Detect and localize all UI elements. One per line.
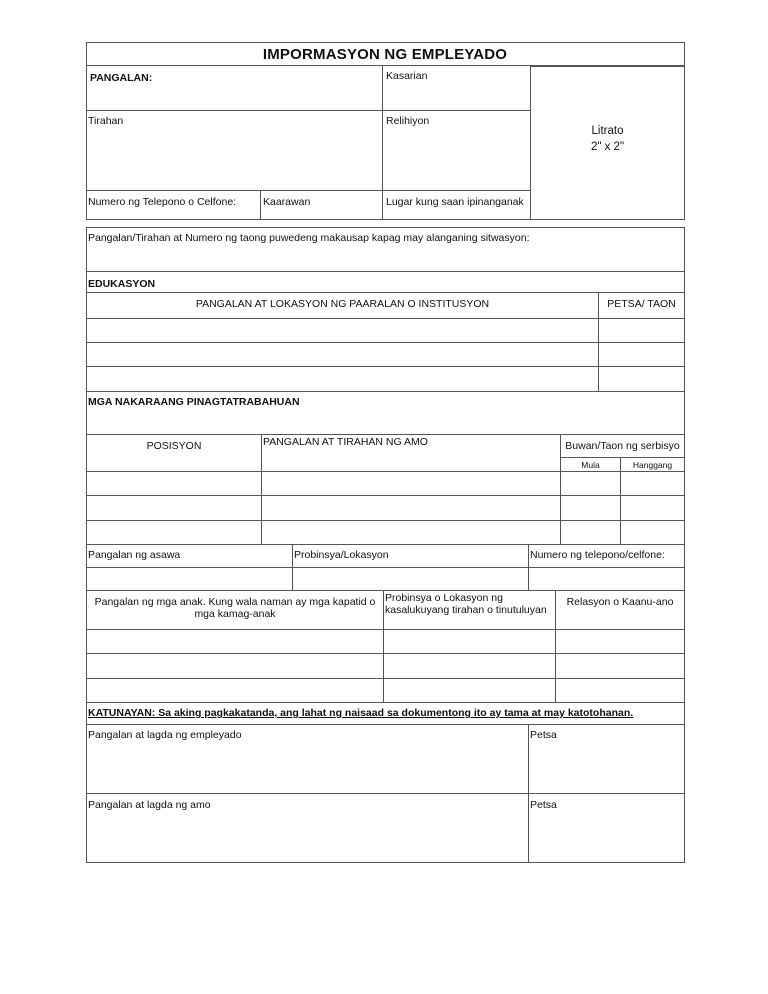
edukasyon-row-school[interactable] [86, 366, 599, 392]
amo-column-header: PANGALAN AT TIRAHAN NG AMO [263, 436, 428, 448]
kaarawan-label: Kaarawan [263, 196, 311, 208]
trabaho-row-amo[interactable] [261, 495, 561, 521]
empleyado-signature-label: Pangalan at lagda ng empleyado [88, 729, 242, 741]
anak-row-relasyon[interactable] [555, 629, 685, 654]
tirahan-field[interactable] [86, 110, 383, 191]
pangalan-label: PANGALAN: [90, 72, 153, 84]
anak-row-name[interactable] [86, 678, 384, 703]
trabaho-row-mula[interactable] [560, 520, 621, 545]
lugar-label: Lugar kung saan ipinanganak [386, 196, 524, 208]
trabaho-row-posisyon[interactable] [86, 471, 262, 496]
edukasyon-heading-row [86, 271, 685, 293]
edukasyon-row-date[interactable] [598, 318, 685, 343]
amo-date-label: Petsa [530, 799, 557, 811]
tirahan-anak-label-line1: Probinsya o Lokasyon ng [385, 592, 503, 604]
tirahan-label: Tirahan [88, 115, 124, 127]
relasyon-label: Relasyon o Kaanu-ano [566, 596, 674, 608]
anak-row-tirahan[interactable] [383, 653, 556, 679]
photo-size-label: 2" x 2" [590, 141, 625, 153]
school-column-header: PANGALAN AT LOKASYON NG PAARALAN O INSTITUSYON [195, 298, 490, 310]
edukasyon-heading: EDUKASYON [88, 278, 156, 290]
trabaho-row-posisyon[interactable] [86, 520, 262, 545]
probinsya-field[interactable] [292, 567, 529, 591]
numero-label: Numero ng telepono/celfone: [530, 549, 665, 561]
anak-label-line1: Pangalan ng mga anak. Kung wala naman ay mga kapatid o [94, 596, 376, 608]
anak-row-relasyon[interactable] [555, 653, 685, 679]
trabaho-row-amo[interactable] [261, 471, 561, 496]
trabaho-row-mula[interactable] [560, 471, 621, 496]
anak-row-relasyon[interactable] [555, 678, 685, 703]
asawa-field[interactable] [86, 567, 293, 591]
asawa-label: Pangalan ng asawa [88, 549, 181, 561]
anak-row-name[interactable] [86, 629, 384, 654]
mula-column-header: Mula [581, 460, 600, 470]
edukasyon-row-date[interactable] [598, 366, 685, 392]
anak-label-line2: mga kamag-anak [194, 608, 276, 620]
tirahan-anak-label-line2: kasalukuyang tirahan o tinutuluyan [385, 604, 547, 616]
probinsya-label: Probinsya/Lokasyon [294, 549, 389, 561]
empleyado-date-label: Petsa [530, 729, 557, 741]
form-title: IMPORMASYON NG EMPLEYADO [262, 46, 508, 63]
kasarian-label: Kasarian [386, 70, 428, 82]
trabaho-row-mula[interactable] [560, 495, 621, 521]
trabaho-row-amo[interactable] [261, 520, 561, 545]
anak-row-name[interactable] [86, 653, 384, 679]
anak-row-tirahan[interactable] [383, 678, 556, 703]
trabaho-row-hanggang[interactable] [620, 495, 685, 521]
edukasyon-row-school[interactable] [86, 342, 599, 367]
telepono-label: Numero ng Telepono o Celfone: [88, 196, 237, 208]
emergency-label: Pangalan/Tirahan at Numero ng taong puwedeng makausap kapag may alanganing sitwasyon: [88, 232, 530, 244]
date-column-header: PETSA/ TAON [607, 298, 676, 310]
hanggang-column-header: Hanggang [632, 460, 673, 470]
edukasyon-row-date[interactable] [598, 342, 685, 367]
trabaho-row-posisyon[interactable] [86, 495, 262, 521]
trabaho-heading: MGA NAKARAANG PINAGTATRABAHUAN [88, 396, 300, 408]
edukasyon-row-school[interactable] [86, 318, 599, 343]
numero-field[interactable] [528, 567, 685, 591]
posisyon-column-header: POSISYON [146, 440, 202, 452]
anak-row-tirahan[interactable] [383, 629, 556, 654]
amo-signature-label: Pangalan at lagda ng amo [88, 799, 211, 811]
serbisyo-column-header: Buwan/Taon ng serbisyo [565, 440, 680, 452]
trabaho-row-hanggang[interactable] [620, 471, 685, 496]
trabaho-row-hanggang[interactable] [620, 520, 685, 545]
katunayan-statement: KATUNAYAN: Sa aking pagkakatanda, ang lahat ng naisaad sa dokumentong ito ay tama at may katotohanan. [88, 707, 634, 719]
relihiyon-label: Relihiyon [386, 115, 430, 127]
photo-label: Litrato [591, 125, 624, 137]
